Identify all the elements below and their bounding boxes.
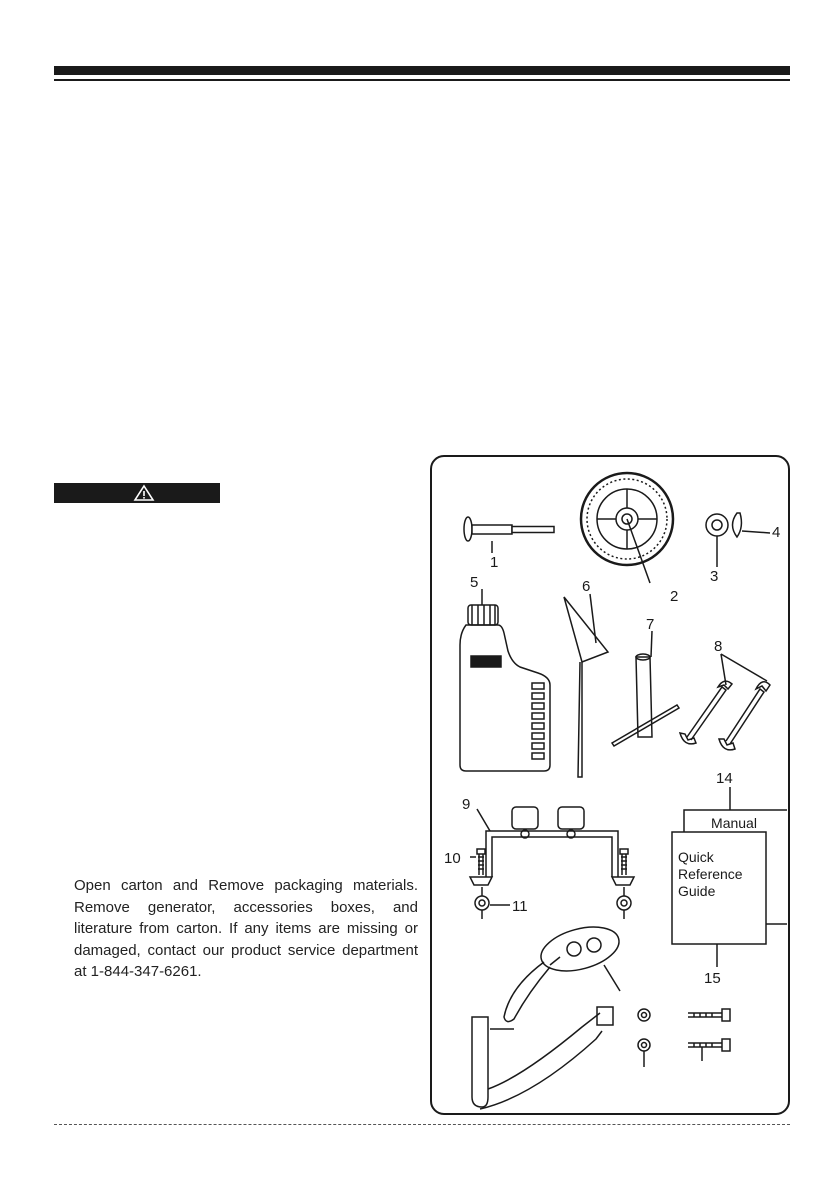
warning-bar — [54, 483, 220, 503]
funnel-drawing — [564, 597, 608, 777]
nuts-drawing — [475, 887, 631, 919]
callout-8: 8 — [714, 638, 723, 655]
callout-2: 2 — [670, 588, 679, 605]
unpacking-instructions: Open carton and Remove packaging materials. Remove generator, accessories boxes, and literature from carton. If any items are missing or damaged, contact our product service department at 1-844-347-6261. — [74, 877, 418, 980]
handle-drawing — [472, 1007, 613, 1109]
callout-6: 6 — [582, 578, 591, 595]
guide-line-2: Guide — [678, 883, 716, 899]
header-rule-thick — [54, 66, 790, 75]
hardware-drawing — [638, 1009, 730, 1051]
guide-line-1: Reference — [678, 866, 743, 882]
axle-pin-drawing — [464, 517, 554, 541]
callout-7: 7 — [646, 616, 655, 633]
parts-panel — [430, 455, 790, 1115]
guide-line-0: Quick — [678, 849, 714, 865]
manual-label: Manual — [711, 815, 757, 831]
spark-plug-wrench-drawing — [612, 654, 679, 746]
header-rule-thin — [54, 79, 790, 81]
parts-illustration — [432, 457, 787, 1112]
callout-5: 5 — [470, 574, 479, 591]
bracket-drawing — [486, 807, 618, 877]
bolts-drawing — [470, 849, 634, 885]
callout-3: 3 — [710, 568, 719, 585]
footer-dashed-rule — [54, 1124, 790, 1125]
callout-4: 4 — [772, 524, 781, 541]
cotter-pin-drawing — [733, 513, 742, 537]
open-wrenches-drawing — [680, 681, 770, 750]
callout-10: 10 — [444, 850, 461, 867]
callout-11: 11 — [512, 898, 528, 915]
callout-9: 9 — [462, 796, 471, 813]
washer-drawing — [706, 514, 728, 536]
keychain-drawing — [504, 919, 624, 1021]
warning-triangle-icon — [54, 483, 220, 503]
callout-15: 15 — [704, 970, 721, 987]
oil-bottle-drawing — [460, 605, 550, 771]
callout-1: 1 — [490, 554, 499, 571]
callout-14: 14 — [716, 770, 733, 787]
wheel-drawing — [581, 473, 673, 583]
